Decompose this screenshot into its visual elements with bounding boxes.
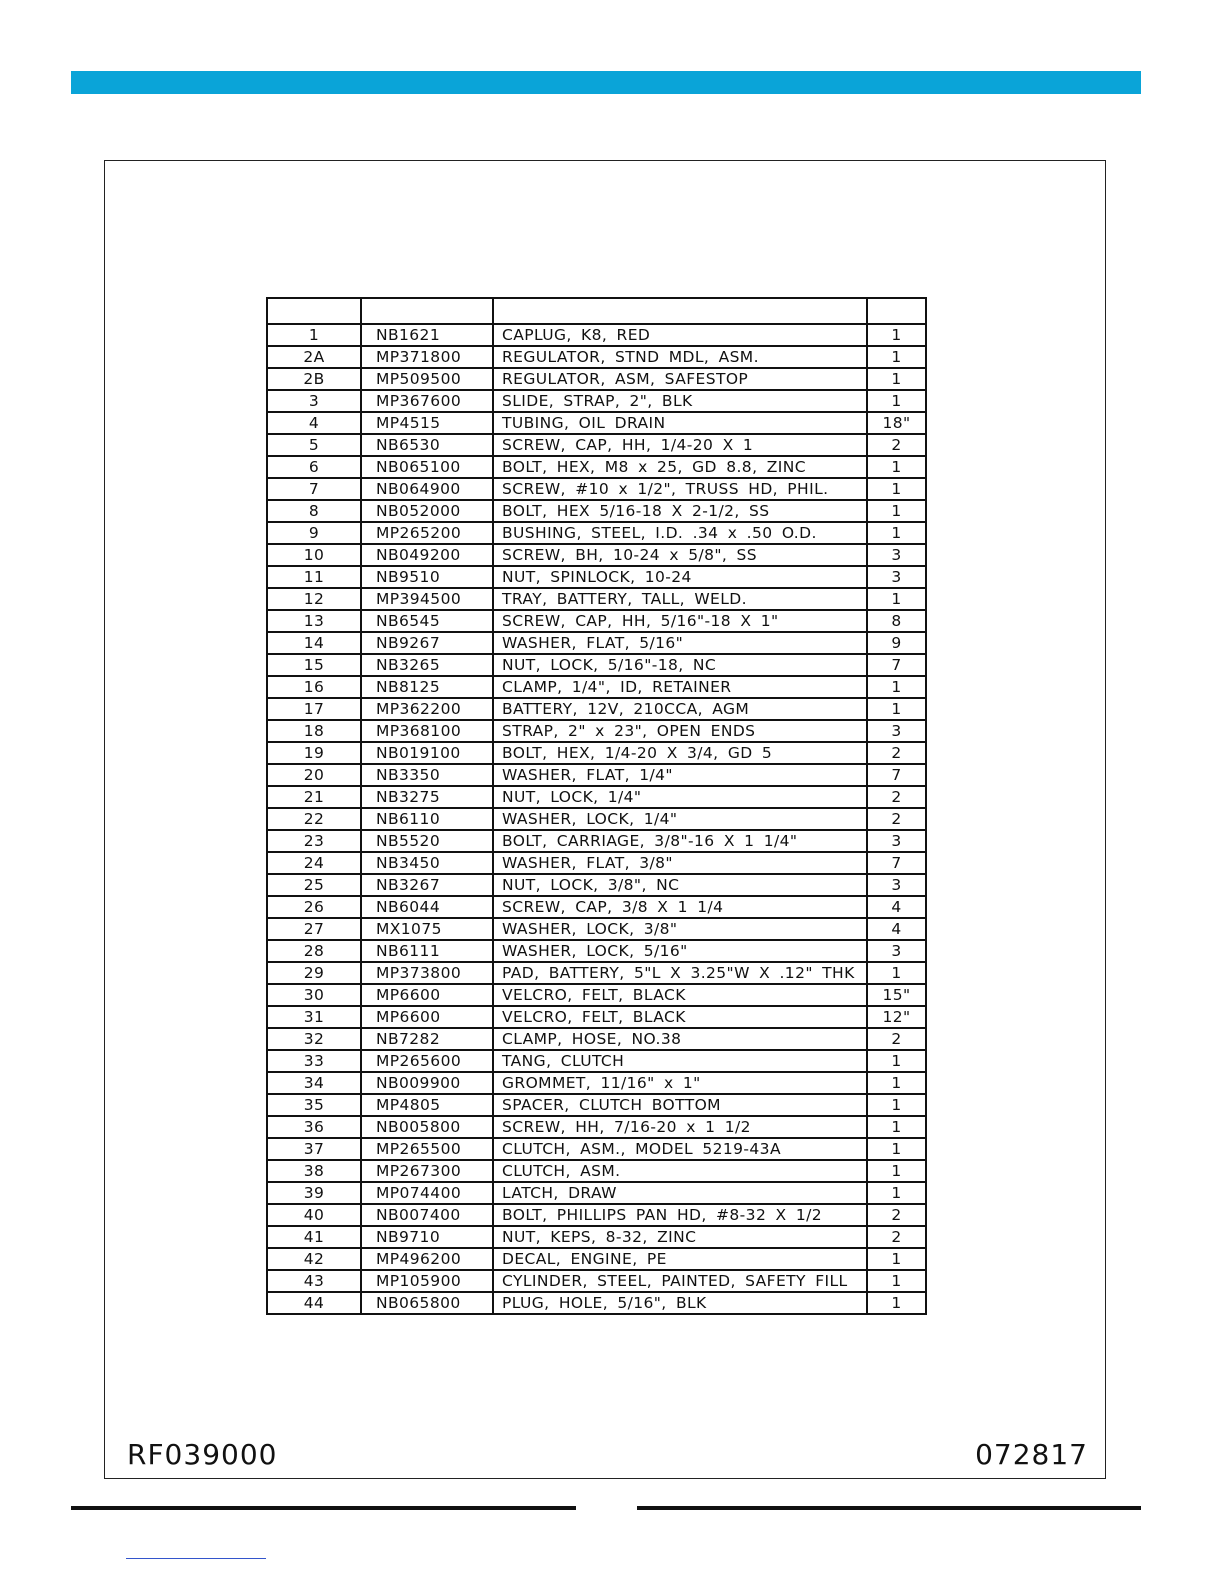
cell-part-number: NB3275 xyxy=(361,786,493,808)
table-row xyxy=(267,412,926,434)
cell-item-number: 3 xyxy=(267,390,361,412)
cell-quantity: 1 xyxy=(867,346,926,368)
table-row xyxy=(267,896,926,918)
cell-quantity: 1 xyxy=(867,1248,926,1270)
cell-description: CLAMP, 1/4", ID, RETAINER xyxy=(493,676,867,698)
table-row xyxy=(267,1028,926,1050)
cell-description: DECAL, ENGINE, PE xyxy=(493,1248,867,1270)
cell-item-number: 4 xyxy=(267,412,361,434)
cell-part-number: MP265500 xyxy=(361,1138,493,1160)
cell-part-number: NB6111 xyxy=(361,940,493,962)
table-row xyxy=(267,940,926,962)
cell-item-number: 9 xyxy=(267,522,361,544)
parts-list-table xyxy=(266,297,927,1315)
cell-part-number: NB019100 xyxy=(361,742,493,764)
cell-description: CYLINDER, STEEL, PAINTED, SAFETY FILL xyxy=(493,1270,867,1292)
cell-description: NUT, KEPS, 8-32, ZINC xyxy=(493,1226,867,1248)
cell-item-number: 1 xyxy=(267,324,361,346)
header-cell-item xyxy=(267,298,361,324)
table-row xyxy=(267,698,926,720)
cell-part-number: MP362200 xyxy=(361,698,493,720)
cell-quantity: 2 xyxy=(867,808,926,830)
cell-description: GROMMET, 11/16" x 1" xyxy=(493,1072,867,1094)
table-row xyxy=(267,786,926,808)
cell-quantity: 1 xyxy=(867,456,926,478)
footer-rule-left xyxy=(71,1506,576,1510)
table-row xyxy=(267,1050,926,1072)
drawing-number: RF039000 xyxy=(127,1438,278,1471)
table-row xyxy=(267,764,926,786)
cell-item-number: 19 xyxy=(267,742,361,764)
cell-item-number: 32 xyxy=(267,1028,361,1050)
date-code: 072817 xyxy=(975,1438,1088,1471)
table-row xyxy=(267,434,926,456)
table-row xyxy=(267,478,926,500)
cell-item-number: 40 xyxy=(267,1204,361,1226)
table-row xyxy=(267,962,926,984)
cell-quantity: 1 xyxy=(867,1138,926,1160)
cell-part-number: MP074400 xyxy=(361,1182,493,1204)
cell-item-number: 13 xyxy=(267,610,361,632)
cell-quantity: 1 xyxy=(867,500,926,522)
parts-list-body xyxy=(267,298,926,1314)
cell-part-number: NB005800 xyxy=(361,1116,493,1138)
cell-item-number: 37 xyxy=(267,1138,361,1160)
cell-item-number: 15 xyxy=(267,654,361,676)
cell-part-number: NB065100 xyxy=(361,456,493,478)
cell-item-number: 31 xyxy=(267,1006,361,1028)
cell-part-number: NB065800 xyxy=(361,1292,493,1314)
cell-quantity: 1 xyxy=(867,478,926,500)
cell-description: VELCRO, FELT, BLACK xyxy=(493,984,867,1006)
cell-quantity: 2 xyxy=(867,742,926,764)
cell-description: LATCH, DRAW xyxy=(493,1182,867,1204)
cell-part-number: MP4805 xyxy=(361,1094,493,1116)
cell-quantity: 2 xyxy=(867,1226,926,1248)
cell-description: BOLT, HEX, M8 x 25, GD 8.8, ZINC xyxy=(493,456,867,478)
cell-item-number: 27 xyxy=(267,918,361,940)
cell-description: BOLT, CARRIAGE, 3/8"-16 X 1 1/4" xyxy=(493,830,867,852)
cell-part-number: NB6110 xyxy=(361,808,493,830)
cell-quantity: 2 xyxy=(867,1204,926,1226)
cell-item-number: 39 xyxy=(267,1182,361,1204)
cell-quantity: 3 xyxy=(867,566,926,588)
cell-quantity: 15" xyxy=(867,984,926,1006)
cell-quantity: 2 xyxy=(867,1028,926,1050)
cell-item-number: 42 xyxy=(267,1248,361,1270)
table-row xyxy=(267,456,926,478)
cell-item-number: 36 xyxy=(267,1116,361,1138)
cell-part-number: NB3265 xyxy=(361,654,493,676)
cell-quantity: 1 xyxy=(867,588,926,610)
cell-description: SCREW, CAP, HH, 1/4-20 X 1 xyxy=(493,434,867,456)
cell-part-number: MP373800 xyxy=(361,962,493,984)
cell-part-number: NB3350 xyxy=(361,764,493,786)
table-row xyxy=(267,1270,926,1292)
cell-item-number: 26 xyxy=(267,896,361,918)
cell-part-number: NB1621 xyxy=(361,324,493,346)
cell-quantity: 1 xyxy=(867,390,926,412)
header-accent-bar xyxy=(71,71,1141,94)
cell-quantity: 2 xyxy=(867,786,926,808)
cell-description: BOLT, HEX 5/16-18 X 2-1/2, SS xyxy=(493,500,867,522)
cell-description: NUT, LOCK, 5/16"-18, NC xyxy=(493,654,867,676)
table-row xyxy=(267,918,926,940)
cell-part-number: NB6530 xyxy=(361,434,493,456)
table-row xyxy=(267,1182,926,1204)
cell-item-number: 43 xyxy=(267,1270,361,1292)
cell-description: BATTERY, 12V, 210CCA, AGM xyxy=(493,698,867,720)
cell-part-number: NB6545 xyxy=(361,610,493,632)
cell-description: SCREW, BH, 10-24 x 5/8", SS xyxy=(493,544,867,566)
table-row xyxy=(267,720,926,742)
cell-item-number: 29 xyxy=(267,962,361,984)
table-row xyxy=(267,544,926,566)
cell-quantity: 1 xyxy=(867,324,926,346)
cell-quantity: 1 xyxy=(867,1270,926,1292)
cell-description: SPACER, CLUTCH BOTTOM xyxy=(493,1094,867,1116)
cell-quantity: 4 xyxy=(867,896,926,918)
table-row xyxy=(267,566,926,588)
cell-part-number: MP371800 xyxy=(361,346,493,368)
cell-item-number: 44 xyxy=(267,1292,361,1314)
table-row xyxy=(267,1072,926,1094)
cell-part-number: NB9710 xyxy=(361,1226,493,1248)
cell-item-number: 22 xyxy=(267,808,361,830)
table-row xyxy=(267,852,926,874)
cell-description: WASHER, FLAT, 1/4" xyxy=(493,764,867,786)
table-row xyxy=(267,654,926,676)
cell-quantity: 1 xyxy=(867,522,926,544)
table-row xyxy=(267,830,926,852)
cell-quantity: 1 xyxy=(867,1292,926,1314)
table-row xyxy=(267,1116,926,1138)
cell-item-number: 7 xyxy=(267,478,361,500)
cell-description: TANG, CLUTCH xyxy=(493,1050,867,1072)
cell-description: WASHER, LOCK, 1/4" xyxy=(493,808,867,830)
cell-part-number: MP6600 xyxy=(361,1006,493,1028)
cell-part-number: MP105900 xyxy=(361,1270,493,1292)
cell-part-number: NB009900 xyxy=(361,1072,493,1094)
cell-part-number: NB064900 xyxy=(361,478,493,500)
cell-description: CAPLUG, K8, RED xyxy=(493,324,867,346)
cell-description: CLAMP, HOSE, NO.38 xyxy=(493,1028,867,1050)
cell-item-number: 35 xyxy=(267,1094,361,1116)
cell-part-number: NB9267 xyxy=(361,632,493,654)
cell-item-number: 18 xyxy=(267,720,361,742)
cell-part-number: MP367600 xyxy=(361,390,493,412)
cell-part-number: NB3267 xyxy=(361,874,493,896)
cell-item-number: 6 xyxy=(267,456,361,478)
cell-description: SCREW, CAP, 3/8 X 1 1/4 xyxy=(493,896,867,918)
cell-part-number: MX1075 xyxy=(361,918,493,940)
cell-description: PLUG, HOLE, 5/16", BLK xyxy=(493,1292,867,1314)
cell-quantity: 1 xyxy=(867,676,926,698)
cell-item-number: 20 xyxy=(267,764,361,786)
header-cell-description xyxy=(493,298,867,324)
cell-description: BOLT, PHILLIPS PAN HD, #8-32 X 1/2 xyxy=(493,1204,867,1226)
table-row xyxy=(267,368,926,390)
table-row xyxy=(267,742,926,764)
cell-item-number: 16 xyxy=(267,676,361,698)
cell-description: TUBING, OIL DRAIN xyxy=(493,412,867,434)
cell-item-number: 2B xyxy=(267,368,361,390)
cell-quantity: 12" xyxy=(867,1006,926,1028)
cell-description: REGULATOR, ASM, SAFESTOP xyxy=(493,368,867,390)
cell-description: SLIDE, STRAP, 2", BLK xyxy=(493,390,867,412)
table-row xyxy=(267,808,926,830)
cell-description: NUT, SPINLOCK, 10-24 xyxy=(493,566,867,588)
cell-item-number: 5 xyxy=(267,434,361,456)
cell-description: TRAY, BATTERY, TALL, WELD. xyxy=(493,588,867,610)
cell-part-number: MP265200 xyxy=(361,522,493,544)
table-row xyxy=(267,676,926,698)
table-row xyxy=(267,1094,926,1116)
cell-item-number: 30 xyxy=(267,984,361,1006)
cell-quantity: 8 xyxy=(867,610,926,632)
cell-item-number: 14 xyxy=(267,632,361,654)
cell-item-number: 23 xyxy=(267,830,361,852)
cell-quantity: 1 xyxy=(867,962,926,984)
cell-quantity: 1 xyxy=(867,1072,926,1094)
cell-description: CLUTCH, ASM. xyxy=(493,1160,867,1182)
cell-part-number: NB7282 xyxy=(361,1028,493,1050)
header-cell-part xyxy=(361,298,493,324)
cell-part-number: NB5520 xyxy=(361,830,493,852)
table-row xyxy=(267,1226,926,1248)
cell-part-number: MP265600 xyxy=(361,1050,493,1072)
cell-description: SCREW, HH, 7/16-20 x 1 1/2 xyxy=(493,1116,867,1138)
cell-part-number: MP509500 xyxy=(361,368,493,390)
cell-description: WASHER, FLAT, 3/8" xyxy=(493,852,867,874)
cell-description: SCREW, #10 x 1/2", TRUSS HD, PHIL. xyxy=(493,478,867,500)
footer-rule-right xyxy=(637,1506,1141,1510)
cell-part-number: NB049200 xyxy=(361,544,493,566)
cell-quantity: 4 xyxy=(867,918,926,940)
cell-description: BOLT, HEX, 1/4-20 X 3/4, GD 5 xyxy=(493,742,867,764)
cell-quantity: 3 xyxy=(867,874,926,896)
cell-quantity: 1 xyxy=(867,1050,926,1072)
cell-description: REGULATOR, STND MDL, ASM. xyxy=(493,346,867,368)
cell-item-number: 28 xyxy=(267,940,361,962)
cell-part-number: MP368100 xyxy=(361,720,493,742)
cell-item-number: 25 xyxy=(267,874,361,896)
cell-quantity: 1 xyxy=(867,1116,926,1138)
cell-part-number: NB3450 xyxy=(361,852,493,874)
cell-quantity: 2 xyxy=(867,434,926,456)
cell-quantity: 7 xyxy=(867,654,926,676)
table-row xyxy=(267,610,926,632)
cell-part-number: NB8125 xyxy=(361,676,493,698)
table-row xyxy=(267,500,926,522)
table-row xyxy=(267,1138,926,1160)
cell-part-number: NB6044 xyxy=(361,896,493,918)
cell-item-number: 21 xyxy=(267,786,361,808)
cell-description: NUT, LOCK, 3/8", NC xyxy=(493,874,867,896)
table-row xyxy=(267,390,926,412)
table-row xyxy=(267,1006,926,1028)
cell-description: CLUTCH, ASM., MODEL 5219-43A xyxy=(493,1138,867,1160)
table-row xyxy=(267,1292,926,1314)
table-row xyxy=(267,984,926,1006)
cell-part-number: MP394500 xyxy=(361,588,493,610)
cell-description: PAD, BATTERY, 5"L X 3.25"W X .12" THK xyxy=(493,962,867,984)
cell-part-number: MP267300 xyxy=(361,1160,493,1182)
cell-description: WASHER, LOCK, 5/16" xyxy=(493,940,867,962)
link-underline[interactable] xyxy=(126,1558,266,1559)
cell-part-number: NB007400 xyxy=(361,1204,493,1226)
cell-part-number: NB052000 xyxy=(361,500,493,522)
cell-item-number: 2A xyxy=(267,346,361,368)
cell-item-number: 17 xyxy=(267,698,361,720)
cell-quantity: 1 xyxy=(867,1094,926,1116)
table-row xyxy=(267,346,926,368)
cell-description: NUT, LOCK, 1/4" xyxy=(493,786,867,808)
table-row xyxy=(267,588,926,610)
cell-quantity: 7 xyxy=(867,852,926,874)
cell-part-number: NB9510 xyxy=(361,566,493,588)
cell-quantity: 3 xyxy=(867,720,926,742)
cell-part-number: MP4515 xyxy=(361,412,493,434)
cell-item-number: 10 xyxy=(267,544,361,566)
cell-description: BUSHING, STEEL, I.D. .34 x .50 O.D. xyxy=(493,522,867,544)
cell-quantity: 3 xyxy=(867,940,926,962)
cell-quantity: 1 xyxy=(867,1182,926,1204)
cell-part-number: MP6600 xyxy=(361,984,493,1006)
cell-item-number: 41 xyxy=(267,1226,361,1248)
cell-item-number: 38 xyxy=(267,1160,361,1182)
cell-description: WASHER, LOCK, 3/8" xyxy=(493,918,867,940)
cell-quantity: 1 xyxy=(867,368,926,390)
table-row xyxy=(267,324,926,346)
cell-item-number: 12 xyxy=(267,588,361,610)
cell-item-number: 24 xyxy=(267,852,361,874)
cell-item-number: 34 xyxy=(267,1072,361,1094)
table-row xyxy=(267,1160,926,1182)
table-row xyxy=(267,522,926,544)
header-cell-qty xyxy=(867,298,926,324)
cell-part-number: MP496200 xyxy=(361,1248,493,1270)
table-row xyxy=(267,632,926,654)
cell-item-number: 8 xyxy=(267,500,361,522)
cell-quantity: 1 xyxy=(867,1160,926,1182)
cell-quantity: 9 xyxy=(867,632,926,654)
table-row xyxy=(267,1248,926,1270)
table-header-row xyxy=(267,298,926,324)
cell-item-number: 33 xyxy=(267,1050,361,1072)
table-row xyxy=(267,874,926,896)
table-row xyxy=(267,1204,926,1226)
cell-quantity: 7 xyxy=(867,764,926,786)
cell-item-number: 11 xyxy=(267,566,361,588)
cell-quantity: 1 xyxy=(867,698,926,720)
cell-description: WASHER, FLAT, 5/16" xyxy=(493,632,867,654)
cell-quantity: 3 xyxy=(867,544,926,566)
cell-quantity: 3 xyxy=(867,830,926,852)
cell-quantity: 18" xyxy=(867,412,926,434)
cell-description: STRAP, 2" x 23", OPEN ENDS xyxy=(493,720,867,742)
cell-description: VELCRO, FELT, BLACK xyxy=(493,1006,867,1028)
cell-description: SCREW, CAP, HH, 5/16"-18 X 1" xyxy=(493,610,867,632)
